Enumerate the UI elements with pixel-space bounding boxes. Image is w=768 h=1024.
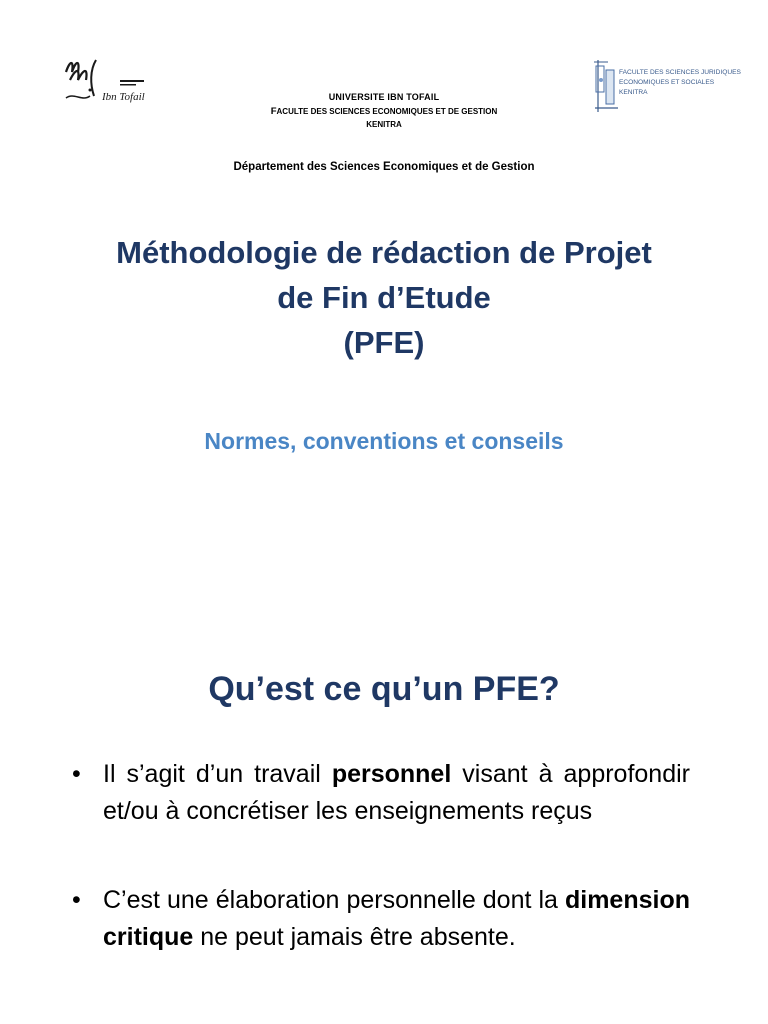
bullet-2-bold: dimension critique (103, 886, 690, 951)
section-heading: Qu’est ce qu’un PFE? (208, 670, 560, 708)
bullet-2-text-a: C’est une élaboration personnelle dont la (103, 886, 565, 914)
title-line-3: (PFE) (343, 325, 425, 360)
bullet-1-text-a: Il s’agit d’un travail (103, 760, 332, 788)
university-name: UNIVERSITE IBN TOFAIL (328, 92, 440, 102)
logo-right-line2: ECONOMIQUES ET SOCIALES (619, 79, 715, 86)
bullet-1-text-b: visant à approfondir et/ou à concrétiser les enseignements reçus (103, 760, 690, 825)
city-name: KENITRA (366, 120, 402, 129)
bullet-icon: • (72, 760, 81, 788)
logo-right-line3: KENITRA (619, 89, 648, 96)
title-line-1: Méthodologie de rédaction de Projet (116, 235, 652, 270)
department-name: Département des Sciences Economiques et de Gestion (233, 161, 535, 173)
institution-header (0, 92, 768, 129)
faculty-initial: F (270, 106, 277, 117)
title-line-2: de Fin d’Etude (277, 280, 491, 315)
bullet-icon: • (72, 886, 81, 914)
document-title (40, 230, 728, 365)
bullet-list (72, 756, 690, 956)
bullet-2-text-b: ne peut jamais être absente. (193, 923, 516, 951)
faculty-rest: ACULTE DES SCIENCES ECONOMIQUES ET DE GESTION (276, 107, 498, 116)
logo-left-text: Ibn Tofail (102, 91, 145, 103)
bullet-1-bold: personnel (331, 760, 452, 788)
faculty-name (0, 106, 768, 117)
bullet-item (72, 882, 690, 956)
bullet-item (72, 756, 690, 830)
document-subtitle: Normes, conventions et conseils (204, 428, 564, 454)
logo-right-line1: FACULTE DES SCIENCES JURIDIQUES (619, 69, 741, 76)
